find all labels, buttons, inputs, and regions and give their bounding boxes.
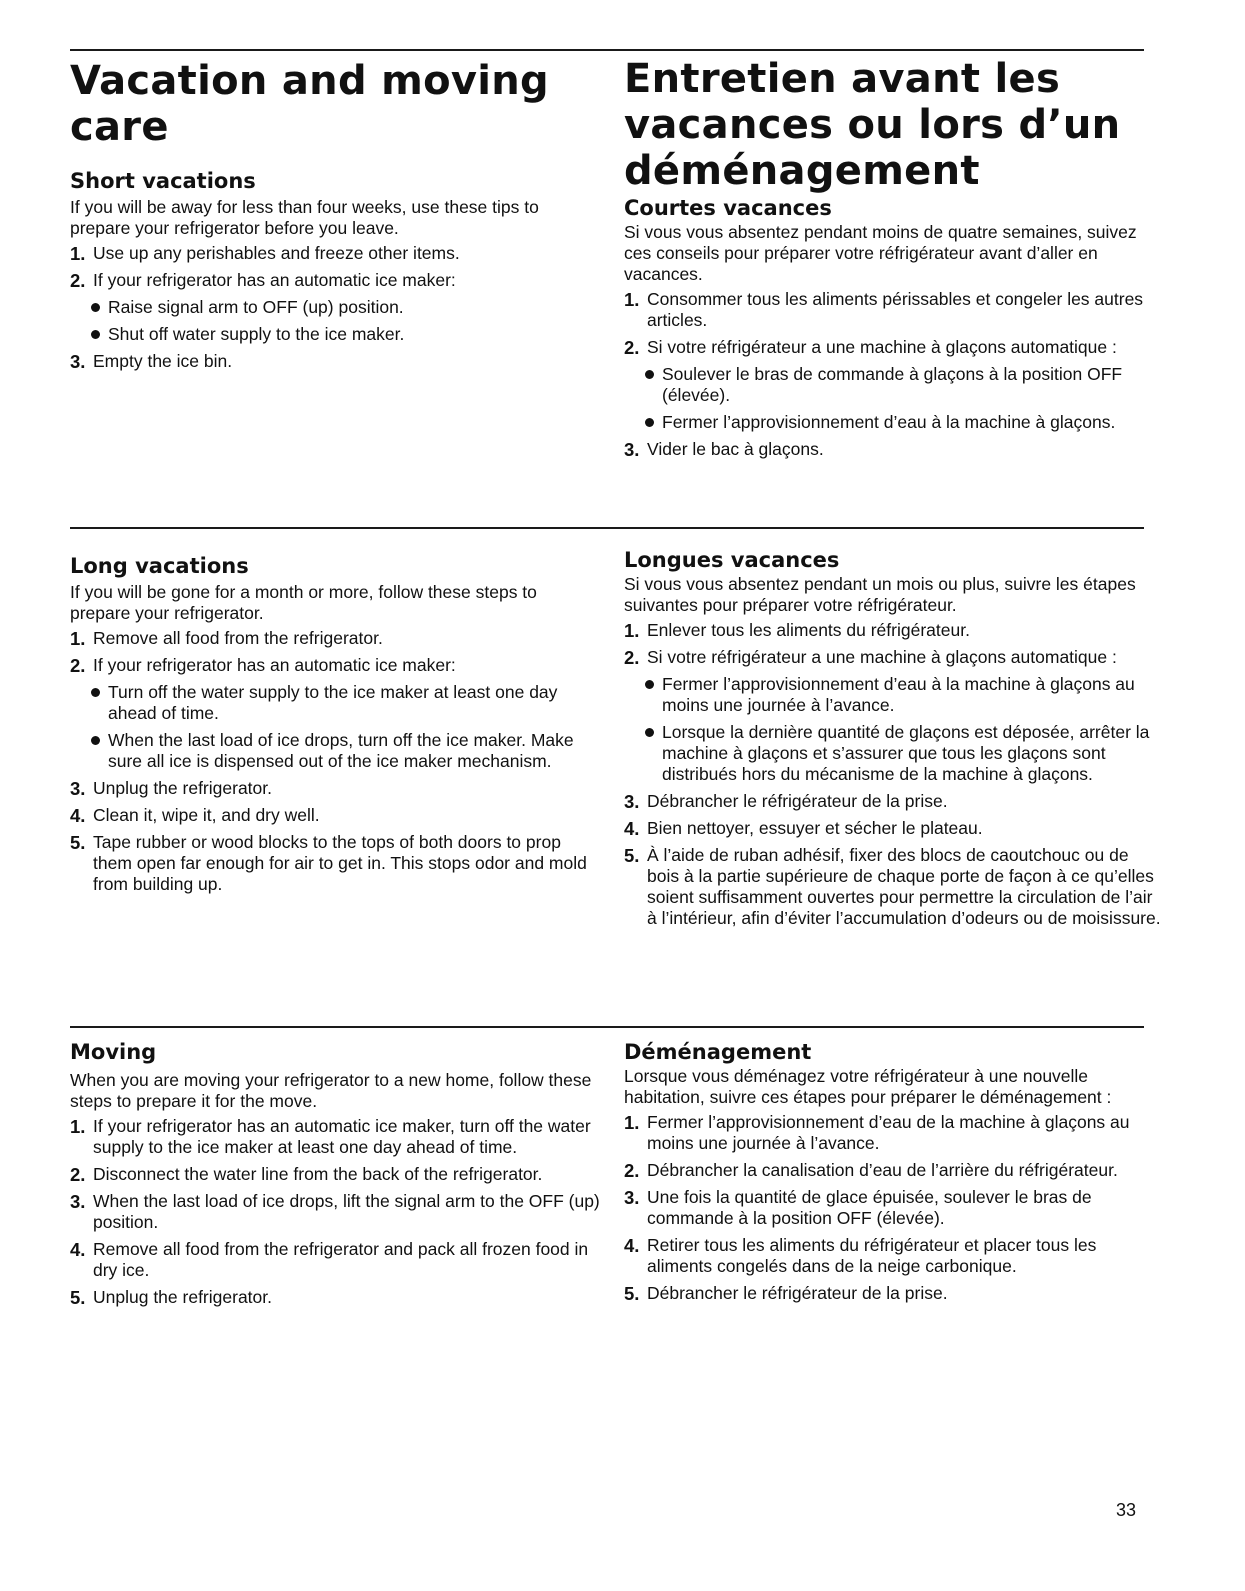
- step-number: 3.: [624, 1187, 640, 1208]
- bullet-text: Turn off the water supply to the ice maker at least one day ahead of time.: [108, 682, 558, 723]
- step-number: 1.: [70, 243, 86, 264]
- bullet-item: [91, 297, 600, 318]
- step-number: 4.: [70, 805, 86, 826]
- step-text: Enlever tous les aliments du réfrigérateur.: [647, 620, 970, 640]
- bullet-item: [645, 722, 1164, 785]
- step-item: [624, 337, 1164, 433]
- french-title-line-3: déménagement: [624, 148, 980, 194]
- section-intro: If you will be away for less than four weeks, use these tips to prepare your refrigerator before you leave.: [70, 197, 539, 238]
- step-number: 4.: [70, 1239, 86, 1260]
- step-text: Remove all food from the refrigerator.: [93, 628, 383, 648]
- step-text: If your refrigerator has an automatic ice maker:: [93, 270, 456, 290]
- step-item: [70, 243, 600, 264]
- english-short-vacations-section: [70, 169, 600, 378]
- step-list: [624, 289, 1164, 460]
- bullet-text: Lorsque la dernière quantité de glaçons est déposée, arrêter la machine à glaçons et s’assurer que tous les glaçons sont distribués hors du mécanisme de la machine à glaçons.: [662, 722, 1150, 784]
- step-number: 1.: [70, 628, 86, 649]
- step-item: [70, 832, 600, 895]
- step-list: [624, 620, 1164, 929]
- step-number: 3.: [70, 1191, 86, 1212]
- section-heading: Courtes vacances: [624, 196, 832, 220]
- bullet-list: [93, 297, 600, 345]
- step-number: 3.: [624, 439, 640, 460]
- step-number: 3.: [70, 351, 86, 372]
- step-item: [70, 778, 600, 799]
- step-number: 5.: [624, 1283, 640, 1304]
- french-long-vacations-section: [624, 548, 1164, 935]
- step-number: 2.: [70, 655, 86, 676]
- section-heading: Short vacations: [70, 169, 256, 193]
- step-text: Use up any perishables and freeze other items.: [93, 243, 460, 263]
- bullet-item: [91, 730, 600, 772]
- step-item: [624, 1187, 1164, 1229]
- step-text: Clean it, wipe it, and dry well.: [93, 805, 320, 825]
- step-list: [624, 1112, 1164, 1304]
- step-item: [70, 1116, 600, 1158]
- step-text: Consommer tous les aliments périssables et congeler les autres articles.: [647, 289, 1144, 330]
- bullet-item: [645, 364, 1164, 406]
- bullet-dot-icon: [91, 688, 100, 697]
- step-list: [70, 628, 600, 895]
- section-heading: Longues vacances: [624, 548, 840, 572]
- page-number: 33: [1116, 1500, 1137, 1520]
- bullet-list: [93, 682, 600, 772]
- step-number: 1.: [624, 620, 640, 641]
- section-divider-2: [70, 1026, 1144, 1028]
- step-text: If your refrigerator has an automatic ice maker, turn off the water supply to the ice maker at least one day ahead of time.: [93, 1116, 591, 1157]
- section-intro: If you will be gone for a month or more, follow these steps to prepare your refrigerator.: [70, 582, 537, 623]
- section-intro: Lorsque vous déménagez votre réfrigérateur à une nouvelle habitation, suivre ces étapes pour préparer le déménagement :: [624, 1066, 1112, 1107]
- step-item: [624, 1112, 1164, 1154]
- step-list: [70, 1116, 600, 1308]
- french-moving-section: [624, 1040, 1164, 1310]
- step-item: [624, 439, 1164, 460]
- step-number: 2.: [624, 1160, 640, 1181]
- step-text: Débrancher la canalisation d’eau de l’arrière du réfrigérateur.: [647, 1160, 1118, 1180]
- step-number: 2.: [624, 647, 640, 668]
- french-title-block: [624, 56, 1164, 194]
- step-text: Bien nettoyer, essuyer et sécher le plateau.: [647, 818, 983, 838]
- bullet-text: Fermer l’approvisionnement d’eau à la machine à glaçons.: [662, 412, 1116, 432]
- step-item: [70, 1191, 600, 1233]
- section-heading: Déménagement: [624, 1040, 812, 1064]
- section-intro: When you are moving your refrigerator to a new home, follow these steps to prepare it for the move.: [70, 1070, 592, 1111]
- step-item: [624, 791, 1164, 812]
- bullet-dot-icon: [645, 680, 654, 689]
- step-text: Empty the ice bin.: [93, 351, 233, 371]
- top-rule: [70, 49, 1144, 51]
- step-item: [624, 818, 1164, 839]
- bullet-item: [645, 674, 1164, 716]
- step-item: [70, 1287, 600, 1308]
- step-item: [70, 655, 600, 772]
- english-title-block: [70, 58, 600, 150]
- step-item: [624, 845, 1164, 929]
- step-number: 3.: [624, 791, 640, 812]
- step-text: Remove all food from the refrigerator and pack all frozen food in dry ice.: [93, 1239, 589, 1280]
- step-text: Fermer l’approvisionnement d’eau de la machine à glaçons au moins une journée à l’avance.: [647, 1112, 1130, 1153]
- step-number: 4.: [624, 1235, 640, 1256]
- step-number: 1.: [624, 289, 640, 310]
- step-item: [624, 1160, 1164, 1181]
- step-text: Une fois la quantité de glace épuisée, soulever le bras de commande à la position OFF (élevée).: [647, 1187, 1092, 1228]
- step-number: 5.: [624, 845, 640, 866]
- step-number: 5.: [70, 1287, 86, 1308]
- step-text: Vider le bac à glaçons.: [647, 439, 824, 459]
- step-text: Retirer tous les aliments du réfrigérateur et placer tous les aliments congelés dans de la neige carbonique.: [647, 1235, 1097, 1276]
- french-title-line-1: Entretien avant les: [624, 56, 1061, 102]
- bullet-dot-icon: [645, 728, 654, 737]
- step-item: [70, 1164, 600, 1185]
- bullet-item: [645, 412, 1164, 433]
- step-number: 1.: [70, 1116, 86, 1137]
- step-text: Si votre réfrigérateur a une machine à glaçons automatique :: [647, 337, 1117, 357]
- section-intro: Si vous vous absentez pendant moins de quatre semaines, suivez ces conseils pour préparer votre réfrigérateur avant d’aller en vacances.: [624, 222, 1137, 284]
- step-number: 2.: [70, 1164, 86, 1185]
- bullet-text: When the last load of ice drops, turn off the ice maker. Make sure all ice is dispensed out of the ice maker mechanism.: [108, 730, 574, 771]
- bullet-dot-icon: [645, 418, 654, 427]
- bullet-text: Soulever le bras de commande à glaçons à la position OFF (élevée).: [662, 364, 1123, 405]
- english-long-vacations-section: [70, 554, 600, 901]
- bullet-dot-icon: [645, 370, 654, 379]
- step-item: [70, 628, 600, 649]
- step-text: If your refrigerator has an automatic ice maker:: [93, 655, 456, 675]
- section-intro: Si vous vous absentez pendant un mois ou plus, suivre les étapes suivantes pour préparer votre réfrigérateur.: [624, 574, 1136, 615]
- step-item: [624, 1283, 1164, 1304]
- step-item: [624, 289, 1164, 331]
- bullet-dot-icon: [91, 736, 100, 745]
- step-text: Unplug the refrigerator.: [93, 778, 272, 798]
- bullet-text: Raise signal arm to OFF (up) position.: [108, 297, 404, 317]
- step-number: 5.: [70, 832, 86, 853]
- step-text: Unplug the refrigerator.: [93, 1287, 272, 1307]
- bullet-item: [91, 682, 600, 724]
- bullet-dot-icon: [91, 303, 100, 312]
- step-item: [70, 805, 600, 826]
- bullet-text: Fermer l’approvisionnement d’eau à la machine à glaçons au moins une journée à l’avance.: [662, 674, 1135, 715]
- step-item: [70, 1239, 600, 1281]
- step-text: Si votre réfrigérateur a une machine à glaçons automatique :: [647, 647, 1117, 667]
- step-item: [624, 647, 1164, 785]
- english-moving-section: [70, 1040, 600, 1314]
- step-item: [70, 270, 600, 345]
- step-text: Disconnect the water line from the back of the refrigerator.: [93, 1164, 543, 1184]
- bullet-text: Shut off water supply to the ice maker.: [108, 324, 405, 344]
- bullet-dot-icon: [91, 330, 100, 339]
- step-text: Débrancher le réfrigérateur de la prise.: [647, 1283, 948, 1303]
- section-heading: Long vacations: [70, 554, 249, 578]
- step-number: 1.: [624, 1112, 640, 1133]
- step-number: 2.: [624, 337, 640, 358]
- step-number: 4.: [624, 818, 640, 839]
- section-divider-1: [70, 527, 1144, 529]
- step-number: 2.: [70, 270, 86, 291]
- bullet-list: [647, 674, 1164, 785]
- step-number: 3.: [70, 778, 86, 799]
- french-title-line-2: vacances ou lors d’un: [624, 102, 1121, 148]
- step-item: [624, 620, 1164, 641]
- section-heading: Moving: [70, 1040, 157, 1064]
- english-title-line-2: care: [70, 104, 169, 150]
- step-text: When the last load of ice drops, lift the signal arm to the OFF (up) position.: [93, 1191, 600, 1232]
- bullet-list: [647, 364, 1164, 433]
- french-short-vacations-section: [624, 196, 1164, 466]
- step-text: Débrancher le réfrigérateur de la prise.: [647, 791, 948, 811]
- bullet-item: [91, 324, 600, 345]
- step-item: [624, 1235, 1164, 1277]
- english-title-line-1: Vacation and moving: [70, 58, 549, 104]
- step-list: [70, 243, 600, 372]
- step-item: [70, 351, 600, 372]
- step-text: À l’aide de ruban adhésif, fixer des blocs de caoutchouc ou de bois à la partie supérieure de chaque porte de façon à ce qu’elles soient suffisamment ouvertes pour permettre la circulation de l’air à l’intérieur, afin d’éviter l’accumulation d’odeurs ou de moisissure.: [647, 845, 1161, 928]
- step-text: Tape rubber or wood blocks to the tops of both doors to prop them open far enough for air to get in. This stops odor and mold from building up.: [93, 832, 587, 894]
